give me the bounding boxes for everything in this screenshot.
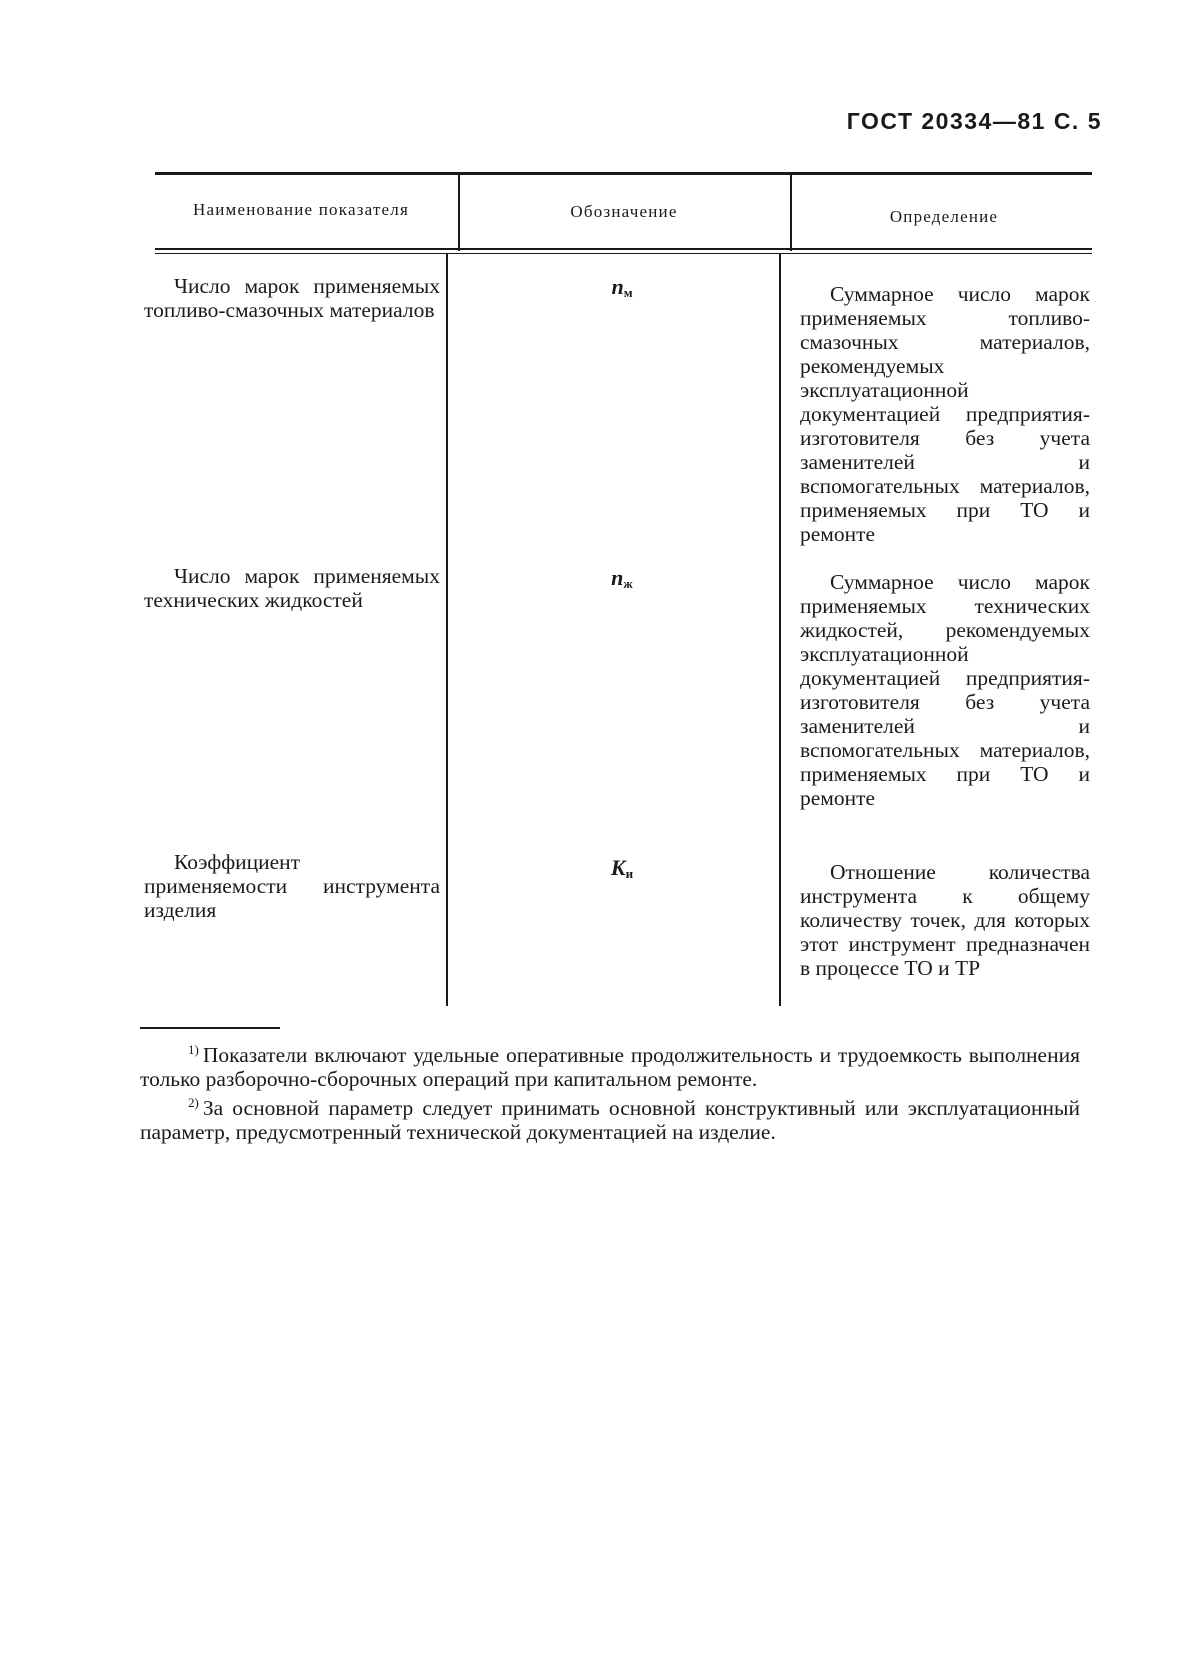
column-divider-2: [790, 175, 792, 251]
footnote-2-text: За основной параметр следует принимать основной конструктивный или эксплуатационный параметр, предусмотренный технической документацией на изделие.: [140, 1096, 1080, 1144]
row-2-symbol-base: n: [611, 565, 624, 590]
header-bottom-rule-2: [155, 253, 1092, 254]
row-2-name: Число марок применяемых технических жидкостей: [144, 564, 440, 612]
row-2-definition: Суммарное число марок применяемых технических жидкостей, рекомендуемых эксплуатационной документацией предприятия-изготовителя без учета заменителей и вспомогательных материалов, применяемых при ТО и ремонте: [800, 570, 1090, 810]
row-3-symbol-base: K: [610, 855, 626, 880]
row-3-symbol-sub: и: [625, 866, 634, 881]
row-2-symbol-sub: ж: [623, 576, 633, 591]
header-definition: Определение: [889, 207, 999, 226]
row-3-symbol: [462, 855, 782, 882]
footnote-1-text: Показатели включают удельные оперативные продолжительность и трудоемкость выполнения только разборочно-сборочных операций при капитальном ремонте.: [140, 1043, 1080, 1091]
column-divider-1-body: [446, 254, 448, 1006]
footnotes: [140, 1038, 1080, 1144]
row-1-name: Число марок применяемых топливо-смазочных материалов: [144, 274, 440, 322]
row-1-symbol-base: n: [611, 274, 624, 299]
table-top-rule: [155, 172, 1092, 175]
header-symbol: Обозначение: [570, 202, 678, 221]
row-3-definition: Отношение количества инструмента к общему количеству точек, для которых этот инструмент предназначен в процессе ТО и ТР: [800, 860, 1090, 980]
footnote-separator: [140, 1027, 280, 1029]
header-bottom-rule: [155, 248, 1092, 250]
page-header: ГОСТ 20334—81 С. 5: [846, 108, 1102, 134]
footnote-2: [140, 1091, 1080, 1144]
column-divider-2-body: [779, 254, 781, 1006]
footnote-1: [140, 1038, 1080, 1091]
row-2-symbol: [462, 565, 782, 592]
row-1-definition: Суммарное число марок применяемых топливо-смазочных материалов, рекомендуемых эксплуатационной документацией предприятия-изготовителя без учета заменителей и вспомогательных материалов, применяемых при ТО и ремонте: [800, 282, 1090, 546]
footnote-1-mark: 1): [188, 1042, 199, 1057]
header-name: Наименование показателя: [192, 200, 409, 219]
column-divider-1: [458, 173, 460, 251]
row-3-name: Коэффициент применяемости инструмента изделия: [144, 850, 440, 922]
footnote-2-mark: 2): [188, 1095, 199, 1110]
row-1-symbol: [462, 274, 782, 301]
row-1-symbol-sub: м: [623, 285, 633, 300]
